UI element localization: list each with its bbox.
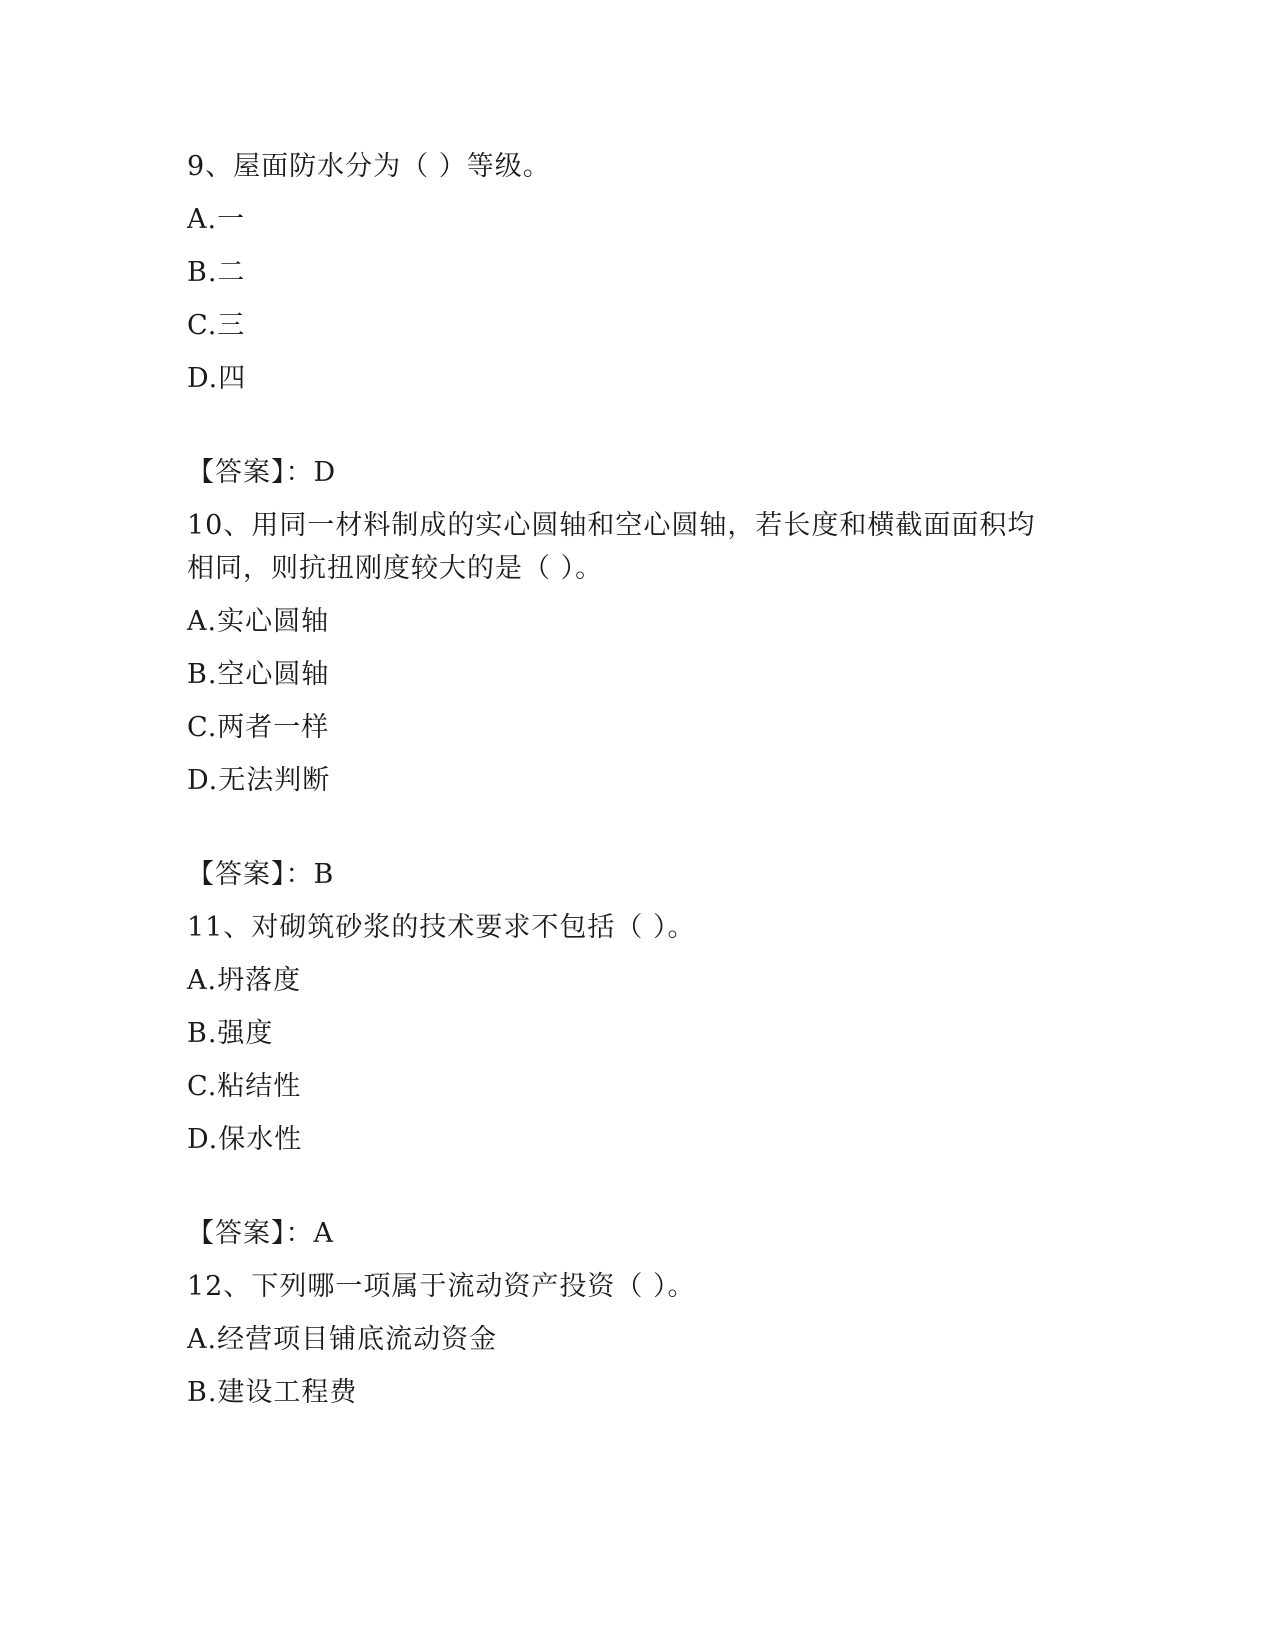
question-10-option-c: C.两者一样	[187, 712, 330, 743]
question-10-option-a: A.实心圆轴	[187, 606, 330, 637]
question-10-option-b: B.空心圆轴	[187, 659, 330, 690]
question-9-option-d: D.四	[187, 363, 247, 394]
question-11-option-a: A.坍落度	[187, 965, 302, 996]
question-9-option-a: A.一	[187, 204, 246, 235]
question-12-stem: 12、下列哪一项属于流动资产投资（ ）。	[187, 1271, 696, 1302]
question-11-option-b: B.强度	[187, 1018, 274, 1049]
question-9-option-c: C.三	[187, 310, 246, 341]
question-10-option-d: D.无法判断	[187, 765, 331, 796]
question-11-option-d: D.保水性	[187, 1124, 303, 1155]
question-10-stem-line-1: 10、用同一材料制成的实心圆轴和空心圆轴，若长度和横截面面积均	[187, 510, 1036, 541]
question-11-stem: 11、对砌筑砂浆的技术要求不包括（ ）。	[187, 912, 696, 943]
question-9-stem: 9、屋面防水分为（ ）等级。	[187, 151, 551, 182]
question-11-answer: 【答案】：A	[187, 1218, 334, 1249]
question-9-answer: 【答案】：D	[187, 457, 337, 488]
question-12-option-a: A.经营项目铺底流动资金	[187, 1324, 498, 1355]
question-10-stem-line-2: 相同，则抗扭刚度较大的是（ ）。	[187, 553, 604, 584]
question-10-answer: 【答案】：B	[187, 859, 335, 890]
question-12-option-b: B.建设工程费	[187, 1377, 358, 1408]
question-11-option-c: C.粘结性	[187, 1071, 302, 1102]
question-9-option-b: B.二	[187, 257, 246, 288]
